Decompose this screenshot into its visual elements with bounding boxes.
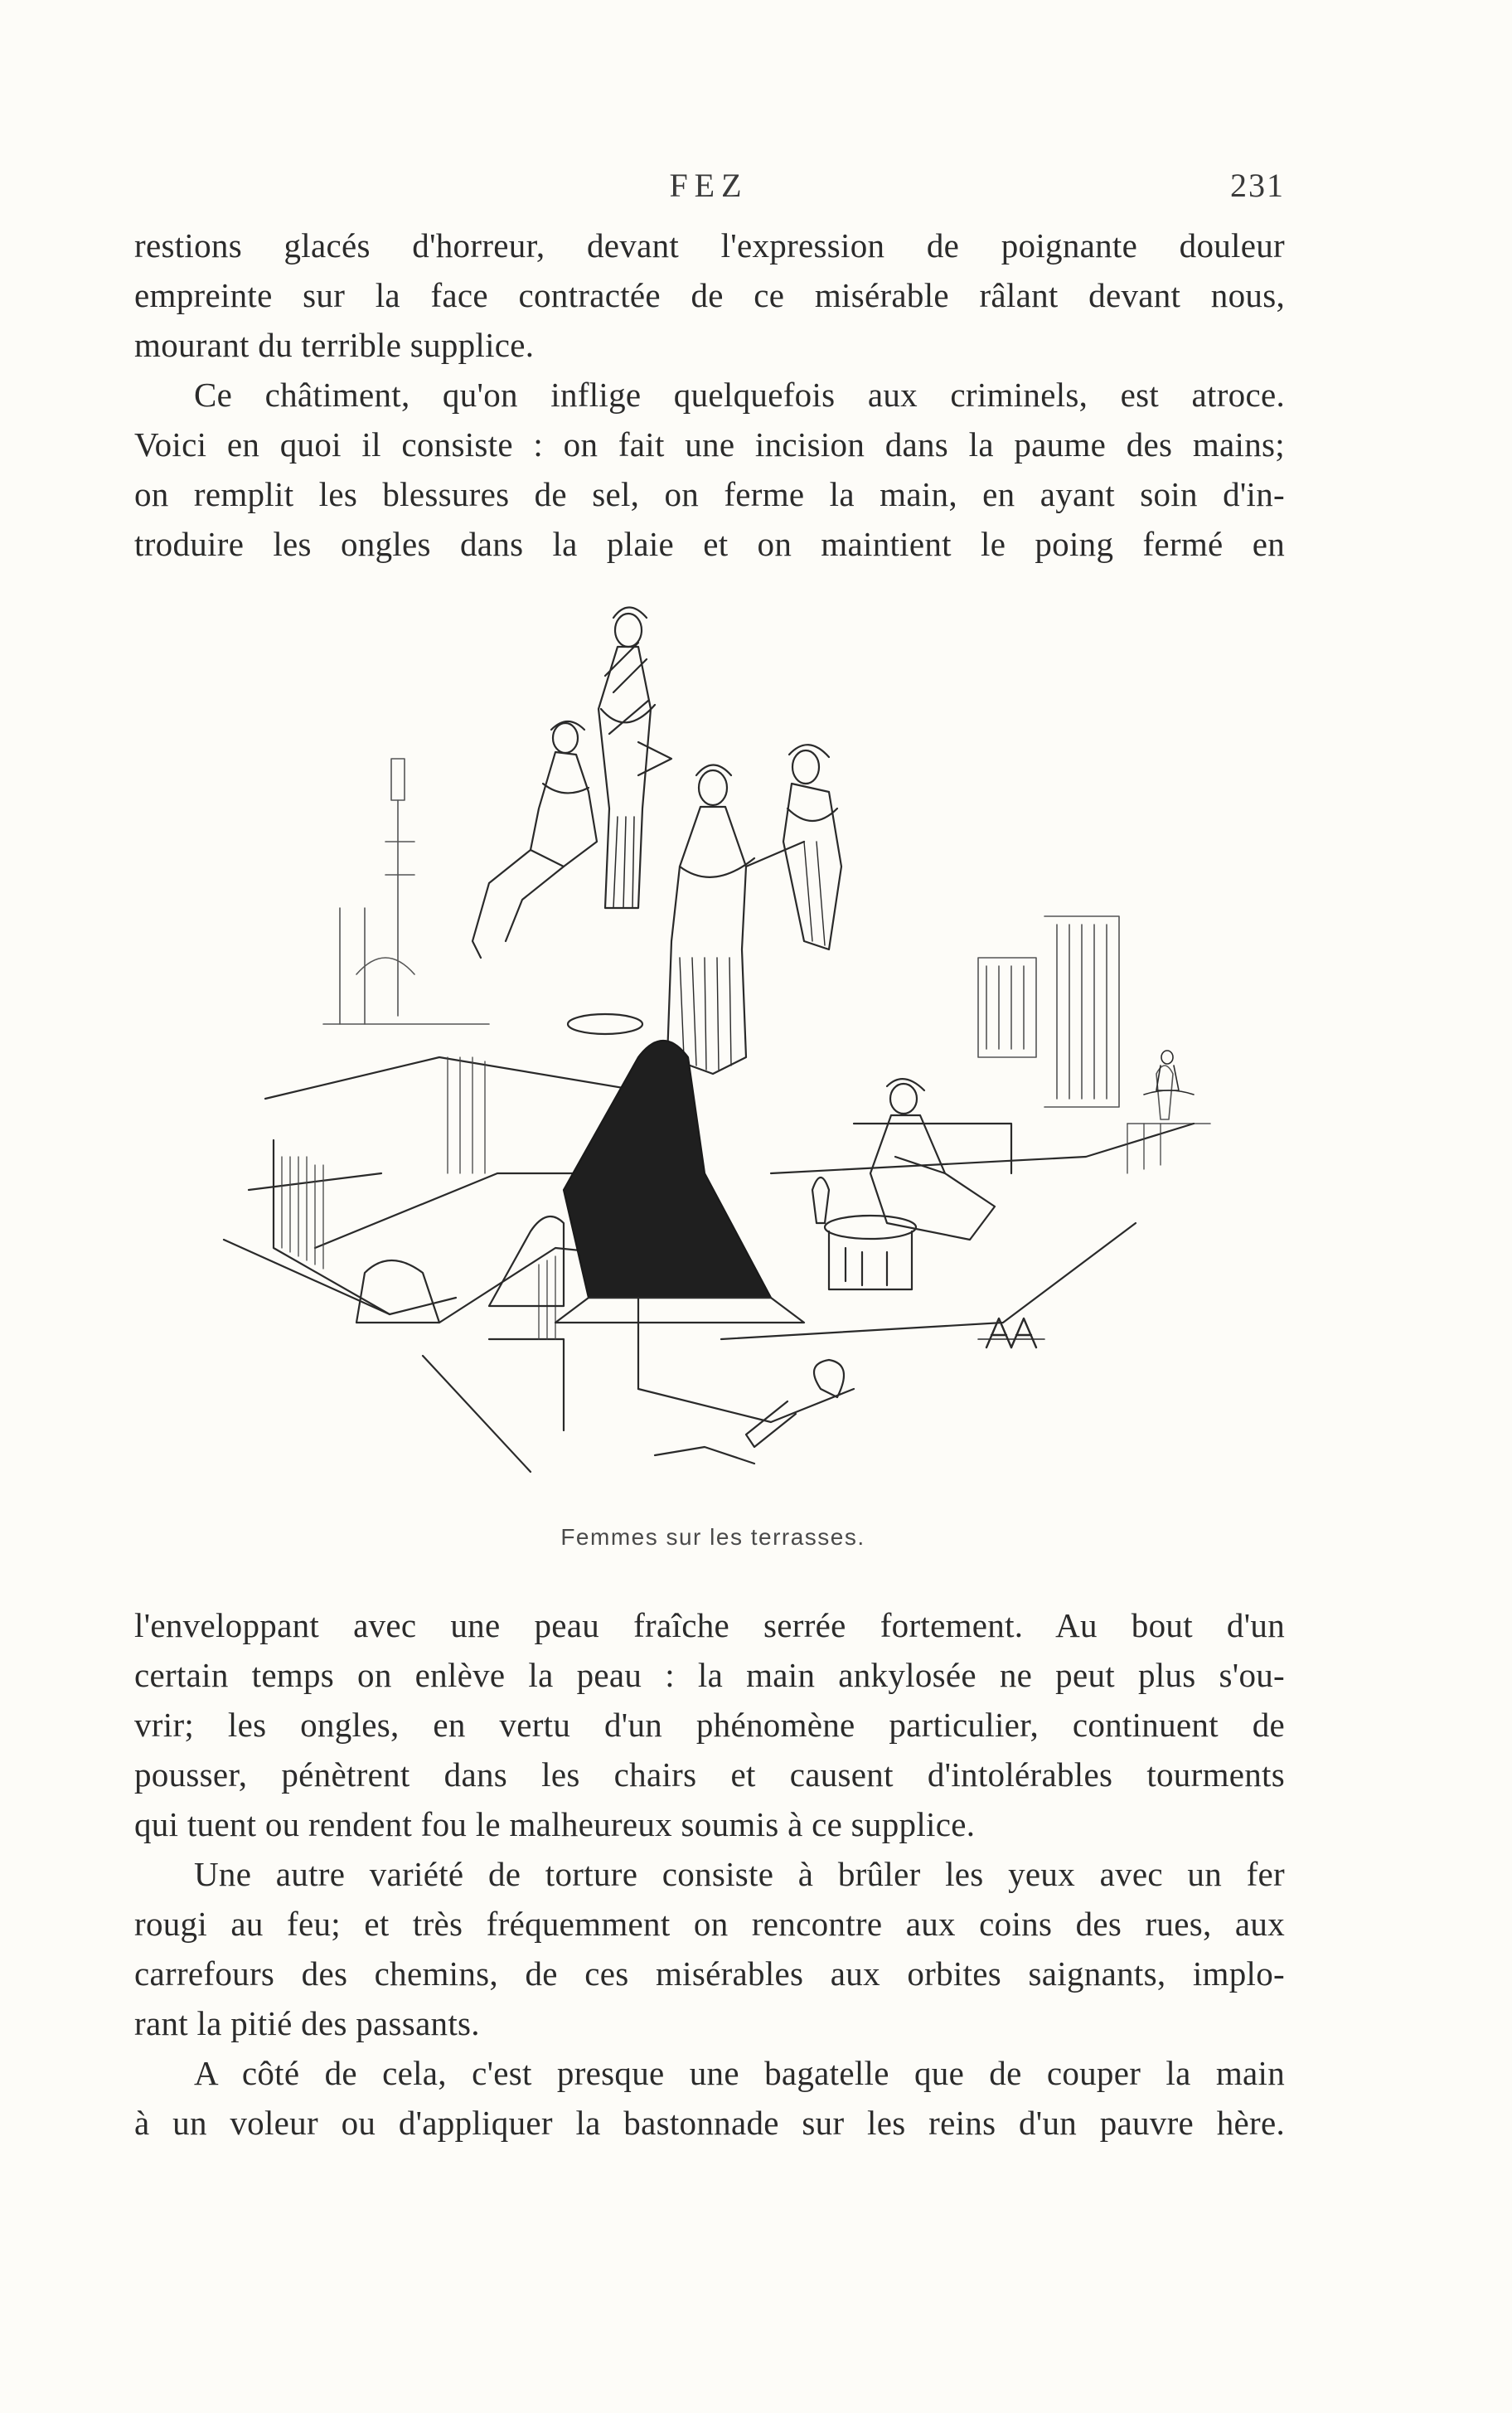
figure-seated-man [870, 1079, 995, 1240]
text-line: Voici en quoi il consiste : on fait une incision dans la paume des mains; [134, 425, 1285, 464]
text-line: empreinte sur la face contractée de ce misérable râlant devant nous, [134, 276, 1285, 314]
figure-caption: Femmes sur les terrasses. [560, 1524, 865, 1550]
illustration-drawing [174, 593, 1227, 1513]
figure-seated-woman-left [472, 721, 597, 958]
figure-standing-woman [598, 608, 671, 909]
text-line: rant la pitié des passants. [134, 2004, 480, 2042]
text-line: à un voleur ou d'appliquer la bastonnade sur les reins d'un pauvre hère. [134, 2104, 1285, 2142]
text-line: A côté de cela, c'est presque une bagatelle que de couper la main [194, 2054, 1285, 2092]
figure-woman-center [667, 765, 804, 1075]
background-buildings [323, 759, 1210, 1124]
text-line: carrefours des chemins, de ces misérables aux orbites saignants, implo- [134, 1954, 1285, 1993]
text-line: certain temps on enlève la peau : la main ankylosée ne peut plus s'ou- [134, 1656, 1285, 1694]
figure-veiled-foreground [489, 1041, 804, 1323]
illustration-women-on-terraces [174, 593, 1227, 1513]
figure-distant-right [1144, 1051, 1194, 1095]
text-line: mourant du terrible supplice. [134, 326, 535, 364]
text-line: vrir; les ongles, en vertu d'un phénomène particulier, continuent de [134, 1706, 1285, 1744]
text-line: Ce châtiment, qu'on inflige quelquefois aux criminels, est atroce. [194, 376, 1285, 414]
text-line: qui tuent ou rendent fou le malheureux soumis à ce supplice. [134, 1805, 976, 1843]
text-line: troduire les ongles dans la plaie et on maintient le poing fermé en [134, 525, 1285, 563]
text-line: restions glacés d'horreur, devant l'expression de poignante douleur [134, 226, 1285, 265]
text-line: l'enveloppant avec une peau fraîche serrée fortement. Au bout d'un [134, 1606, 1285, 1644]
running-title: FEZ [669, 167, 749, 204]
running-head [133, 166, 1285, 216]
text-block-top [134, 221, 1285, 569]
text-line: pousser, pénètrent dans les chairs et causent d'intolérables tourments [134, 1755, 1285, 1794]
text-block-bottom [134, 1600, 1285, 2148]
page-number: 231 [1230, 167, 1285, 204]
text-line: on remplit les blessures de sel, on ferme la main, en ayant soin d'in- [134, 475, 1285, 513]
text-line: rougi au feu; et très fréquemment on rencontre aux coins des rues, aux [134, 1905, 1285, 1943]
text-line: Une autre variété de torture consiste à brûler les yeux avec un fer [194, 1855, 1285, 1893]
